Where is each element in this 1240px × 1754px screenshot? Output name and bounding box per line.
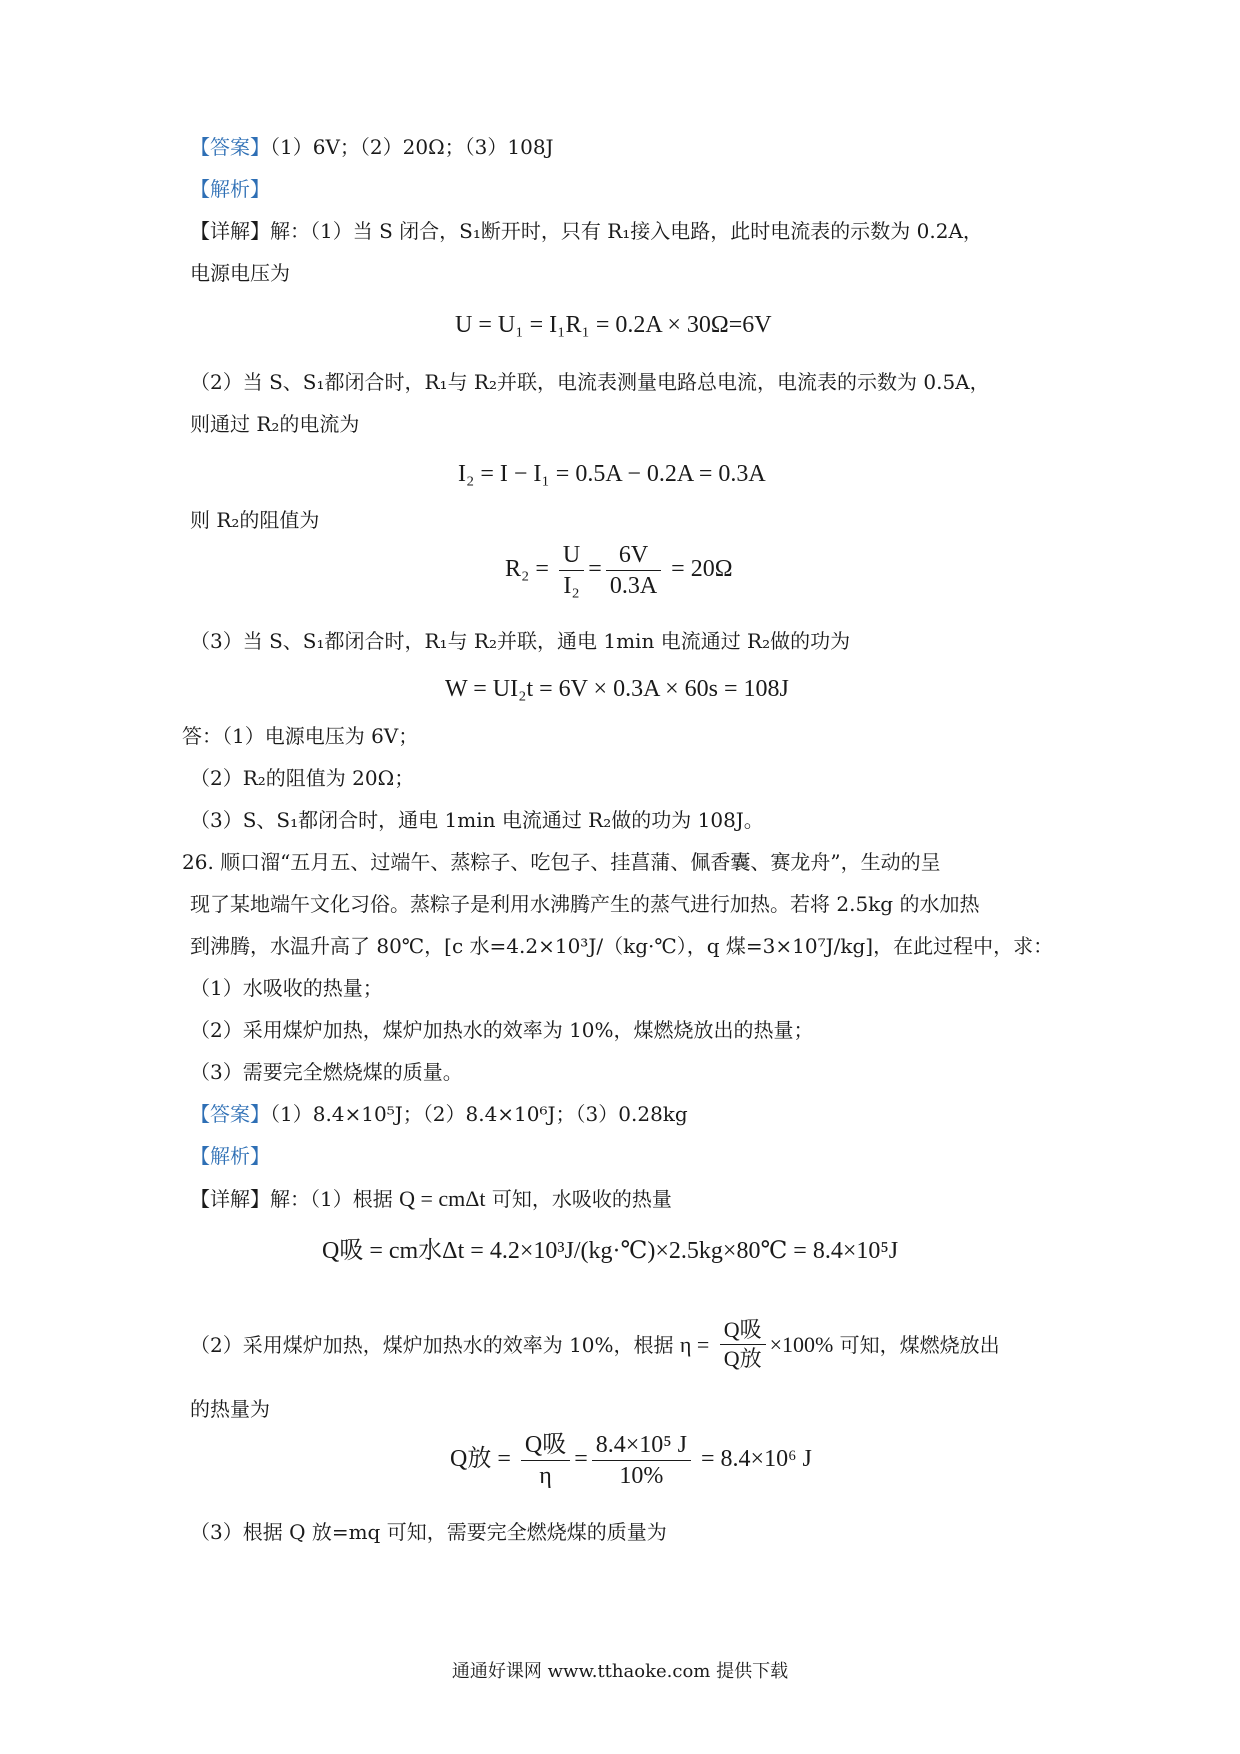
analysis-tag: 【解析】	[190, 177, 270, 201]
equation-heat-absorbed: Q吸 = cm水Δt = 4.2×10³J/(kg·℃)×2.5kg×80℃ = 8.4×10⁵J	[322, 1238, 899, 1264]
paragraph-line: （3）根据 Q 放=mq 可知，需要完全燃烧煤的质量为	[190, 1520, 667, 1544]
question-subpart: （1）水吸收的热量；	[190, 976, 383, 1000]
fraction-denominator: 10%	[619, 1463, 664, 1489]
equation-rhs: = 20Ω	[671, 556, 733, 583]
fraction	[559, 540, 584, 601]
final-answer-line: （2）R₂的阻值为 20Ω；	[190, 766, 415, 790]
detail-text: 解：（1）根据	[270, 1187, 393, 1211]
equation-lhs: Q放 =	[450, 1446, 511, 1473]
efficiency-symbol: η =	[679, 1332, 710, 1357]
fraction-numerator: Q吸	[521, 1430, 570, 1461]
fraction-denominator: η	[539, 1463, 552, 1489]
fraction-numerator: 8.4×10⁵ J	[592, 1430, 691, 1461]
paragraph-line	[190, 1318, 1000, 1375]
detail-text: 可知，水吸收的热量	[491, 1187, 672, 1211]
inline-equation: Q = cmΔt	[399, 1186, 486, 1211]
paragraph-line: 的热量为	[190, 1397, 270, 1421]
fraction	[606, 540, 661, 601]
equation-resistance-r2: R₂ = $\frac{U}{\text{I₂}}$ = $\frac{6V}{0.3A}$ = 20Ω	[505, 542, 733, 599]
answer-line	[190, 1100, 688, 1128]
answer-text: （1）8.4×10⁵J；（2）8.4×10⁶J；（3）0.28kg	[270, 1102, 688, 1126]
fraction-denominator: Q放	[723, 1346, 762, 1371]
equation-work: W = UI₂t = 6V × 0.3A × 60s = 108J	[445, 676, 789, 702]
final-answer-line: （3）S、S₁都闭合时，通电 1min 电流通过 R₂做的功为 108J。	[190, 808, 764, 832]
equation-lhs: R₂ =	[505, 556, 549, 583]
detail-continuation: 电源电压为	[190, 261, 290, 285]
fraction-denominator: I₂	[563, 573, 580, 599]
fraction-numerator: U	[559, 540, 584, 571]
fraction-numerator: 6V	[606, 540, 661, 571]
detail-line	[190, 1185, 672, 1213]
answer-line	[190, 133, 554, 161]
paragraph-line: （3）当 S、S₁都闭合时，R₁与 R₂并联，通电 1min 电流通过 R₂做的功为	[190, 629, 851, 653]
fraction	[592, 1430, 691, 1491]
analysis-tag: 【解析】	[190, 1144, 270, 1168]
final-answer-line: 答：（1）电源电压为 6V；	[182, 724, 419, 748]
answer-text: （1）6V；（2）20Ω；（3）108J	[270, 135, 554, 159]
percent-factor: ×100%	[769, 1332, 834, 1357]
detail-tag: 【详解】	[190, 219, 270, 243]
equation-rhs: = 8.4×10⁶ J	[701, 1446, 812, 1473]
paragraph-text: 可知，煤燃烧放出	[839, 1333, 1000, 1357]
paragraph-line: 则 R₂的阻值为	[190, 508, 320, 532]
paragraph-line: （2）当 S、S₁都闭合时，R₁与 R₂并联，电流表测量电路总电流，电流表的示数为 0.5A，	[190, 370, 990, 394]
equation-current-r2: I₂ = I − I₁ = 0.5A − 0.2A = 0.3A	[458, 461, 766, 487]
equation-source-voltage: U = U₁ = I₁R₁ = 0.2A × 30Ω=6V	[455, 312, 772, 338]
fraction	[521, 1430, 570, 1491]
question-line: 现了某地端午文化习俗。蒸粽子是利用水沸腾产生的蒸气进行加热。若将 2.5kg 的水加热	[190, 892, 980, 916]
detail-tag: 【详解】	[190, 1187, 270, 1211]
equation-heat-released: Q放 = $\frac{\text{Q吸}}{\eta}$ = $\frac{\text{8.4×10⁵ J}}{10\%}$ = 8.4×10⁶ J	[450, 1432, 812, 1489]
question-line: 到沸腾，水温升高了 80℃，[c 水=4.2×10³J/（kg·℃），q 煤=3×10⁷J/kg]，在此过程中，求：	[190, 934, 1054, 958]
paragraph-text: （2）采用煤炉加热，煤炉加热水的效率为 10%，根据	[190, 1333, 674, 1357]
fraction-denominator: 0.3A	[609, 573, 658, 599]
answer-tag: 【答案】	[190, 135, 270, 159]
fraction-numerator: Q吸	[720, 1316, 766, 1345]
fraction	[720, 1316, 766, 1373]
paragraph-line: 则通过 R₂的电流为	[190, 412, 360, 436]
question-line: 26. 顺口溜“五月五、过端午、蒸粽子、吃包子、挂菖蒲、佩香囊、赛龙舟”，生动的呈	[182, 850, 941, 874]
detail-line	[190, 217, 983, 245]
question-subpart: （3）需要完全燃烧煤的质量。	[190, 1060, 463, 1084]
page-footer: 通通好课网 www.tthaoke.com 提供下载	[451, 1661, 789, 1682]
detail-text: 解：（1）当 S 闭合，S₁断开时，只有 R₁接入电路，此时电流表的示数为 0.2A，	[270, 219, 983, 243]
answer-tag: 【答案】	[190, 1102, 270, 1126]
question-subpart: （2）采用煤炉加热，煤炉加热水的效率为 10%，煤燃烧放出的热量；	[190, 1018, 814, 1042]
